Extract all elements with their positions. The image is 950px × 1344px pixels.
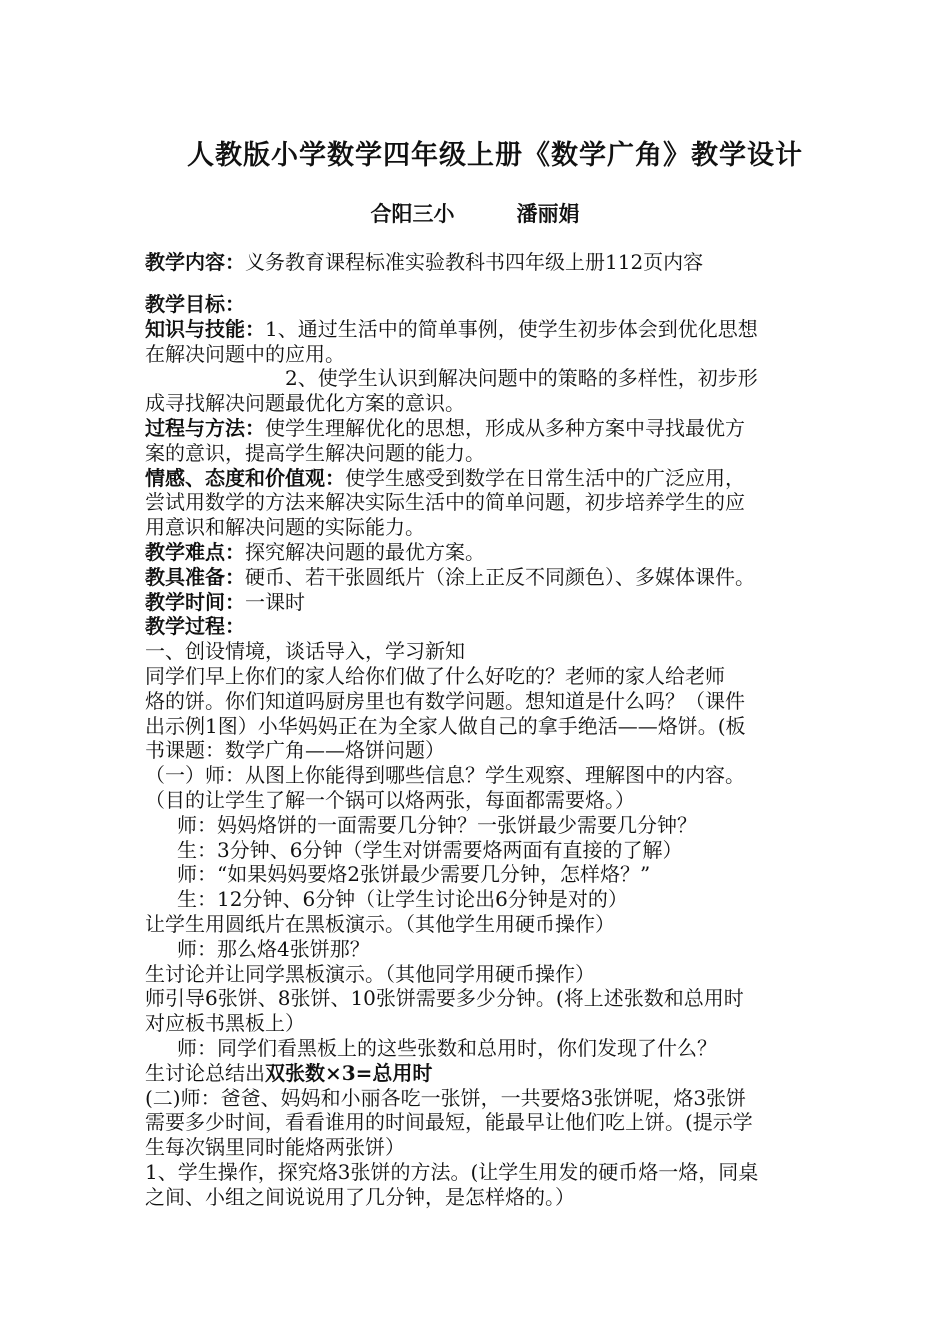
text-line	[145, 862, 811, 887]
text-run: 生讨论总结出	[145, 1060, 265, 1085]
text-run: 让学生用圆纸片在黑板演示。（其他学生用硬币操作）	[145, 911, 615, 936]
author-line	[0, 198, 950, 228]
bold-label: 教学过程：	[145, 614, 245, 639]
text-line	[145, 664, 811, 689]
text-line	[145, 441, 811, 466]
text-line	[145, 738, 811, 763]
text-line	[145, 1036, 811, 1061]
text-line	[145, 887, 811, 912]
text-run: 在解决问题中的应用。	[145, 341, 345, 366]
text-run: 案的意识，提高学生解决问题的能力。	[145, 440, 485, 465]
text-line	[145, 838, 811, 863]
text-run: 师引导6张饼、8张饼、10张饼需要多少分钟。(将上述张数和总用时	[145, 986, 744, 1011]
teaching-content-text: 义务教育课程标准实验教科书四年级上册112页内容	[245, 250, 704, 274]
text-line	[145, 342, 811, 367]
text-line	[145, 515, 811, 540]
text-run: 师：妈妈烙饼的一面需要几分钟？一张饼最少需要几分钟？	[177, 812, 697, 837]
text-line	[145, 1061, 811, 1086]
text-run: 成寻找解决问题最优化方案的意识。	[145, 391, 465, 416]
text-run: (二)师：爸爸、妈妈和小丽各吃一张饼，一共要烙3张饼呢，烙3张饼	[145, 1085, 747, 1110]
text-line	[145, 788, 811, 813]
text-run: 师：同学们看黑板上的这些张数和总用时，你们发现了什么？	[177, 1035, 717, 1060]
text-line	[145, 1185, 811, 1210]
text-line	[145, 937, 811, 962]
text-run: 生讨论并让同学黑板演示。（其他同学用硬币操作）	[145, 961, 595, 986]
text-run: 一课时	[245, 589, 305, 614]
text-line	[145, 912, 811, 937]
text-line	[145, 1160, 811, 1185]
text-run: 使学生感受到数学在日常生活中的广泛应用，	[345, 465, 745, 490]
text-line	[145, 391, 811, 416]
bold-label: 教学目标：	[145, 292, 245, 316]
text-run: （一）师：从图上你能得到哪些信息？学生观察、理解图中的内容。	[145, 763, 745, 788]
text-line	[145, 962, 811, 987]
text-line	[145, 292, 811, 317]
text-line	[145, 466, 811, 491]
text-line	[145, 813, 811, 838]
text-line	[145, 317, 811, 342]
text-run: 2、使学生认识到解决问题中的策略的多样性，初步形	[285, 366, 758, 391]
text-line	[145, 540, 811, 565]
text-line	[145, 490, 811, 515]
bold-label: 双张数×3=总用时	[265, 1060, 433, 1085]
text-run: 生：12分钟、6分钟（让学生讨论出6分钟是对的）	[177, 887, 628, 912]
bold-label: 教学难点：	[145, 539, 245, 564]
bold-label: 知识与技能：	[145, 316, 265, 341]
bold-label: 情感、态度和价值观：	[145, 465, 345, 490]
teaching-content	[145, 246, 703, 275]
text-run: （目的让学生了解一个锅可以烙两张，每面都需要烙。）	[145, 787, 635, 812]
text-line	[145, 590, 811, 615]
text-line	[145, 639, 811, 664]
text-run: 师：那么烙4张饼那？	[177, 936, 370, 961]
text-run: 用意识和解决问题的实际能力。	[145, 515, 425, 540]
document-title: 人教版小学数学四年级上册《数学广角》教学设计	[187, 140, 803, 171]
text-run: 使学生理解优化的思想，形成从多种方案中寻找最优方	[265, 415, 745, 440]
text-run: 之间、小组之间说说用了几分钟，是怎样烙的。）	[145, 1184, 575, 1209]
text-line	[145, 614, 811, 639]
text-run: 需要多少时间，看看谁用的时间最短，能最早让他们吃上饼。(提示学	[145, 1110, 753, 1135]
school-name: 合阳三小	[370, 201, 455, 226]
text-run: 师：“如果妈妈要烙2张饼最少需要几分钟，怎样烙？”	[177, 862, 651, 887]
text-line	[145, 689, 811, 714]
teaching-content-label: 教学内容：	[145, 250, 245, 274]
text-line	[145, 763, 811, 788]
text-line	[145, 416, 811, 441]
bold-label: 教学时间：	[145, 589, 245, 614]
text-run: 探究解决问题的最优方案。	[245, 539, 485, 564]
text-run: 一、创设情境，谈话导入，学习新知	[145, 639, 465, 664]
text-line	[145, 1110, 811, 1135]
text-run: 对应板书黑板上）	[145, 1011, 305, 1036]
text-run: 生：3分钟、6分钟（学生对饼需要烙两面有直接的了解）	[177, 837, 683, 862]
document-body	[145, 292, 811, 1209]
text-run: 出示例1图）小华妈妈正在为全家人做自己的拿手绝活——烙饼。(板	[145, 713, 746, 738]
text-line	[145, 1086, 811, 1111]
text-run: 尝试用数学的方法来解决实际生活中的简单问题，初步培养学生的应	[145, 490, 745, 515]
text-run: 烙的饼。你们知道吗厨房里也有数学问题。想知道是什么吗？（课件	[145, 688, 745, 713]
text-line	[145, 366, 811, 391]
text-line	[145, 714, 811, 739]
text-line	[145, 986, 811, 1011]
bold-label: 教具准备：	[145, 564, 245, 589]
text-line	[145, 565, 811, 590]
text-run: 硬币、若干张圆纸片（涂上正反不同颜色）、多媒体课件。	[245, 564, 755, 589]
text-run: 1、通过生活中的简单事例，使学生初步体会到优化思想	[265, 316, 758, 341]
text-line	[145, 1011, 811, 1036]
bold-label: 过程与方法：	[145, 415, 265, 440]
text-run: 1、学生操作，探究烙3张饼的方法。(让学生用发的硬币烙一烙，同桌	[145, 1159, 759, 1184]
text-run: 书课题：数学广角——烙饼问题）	[145, 738, 445, 763]
text-run: 生每次锅里同时能烙两张饼）	[145, 1135, 405, 1160]
author-name: 潘丽娟	[516, 201, 580, 226]
text-run: 同学们早上你们的家人给你们做了什么好吃的？老师的家人给老师	[145, 663, 725, 688]
text-line	[145, 1135, 811, 1160]
